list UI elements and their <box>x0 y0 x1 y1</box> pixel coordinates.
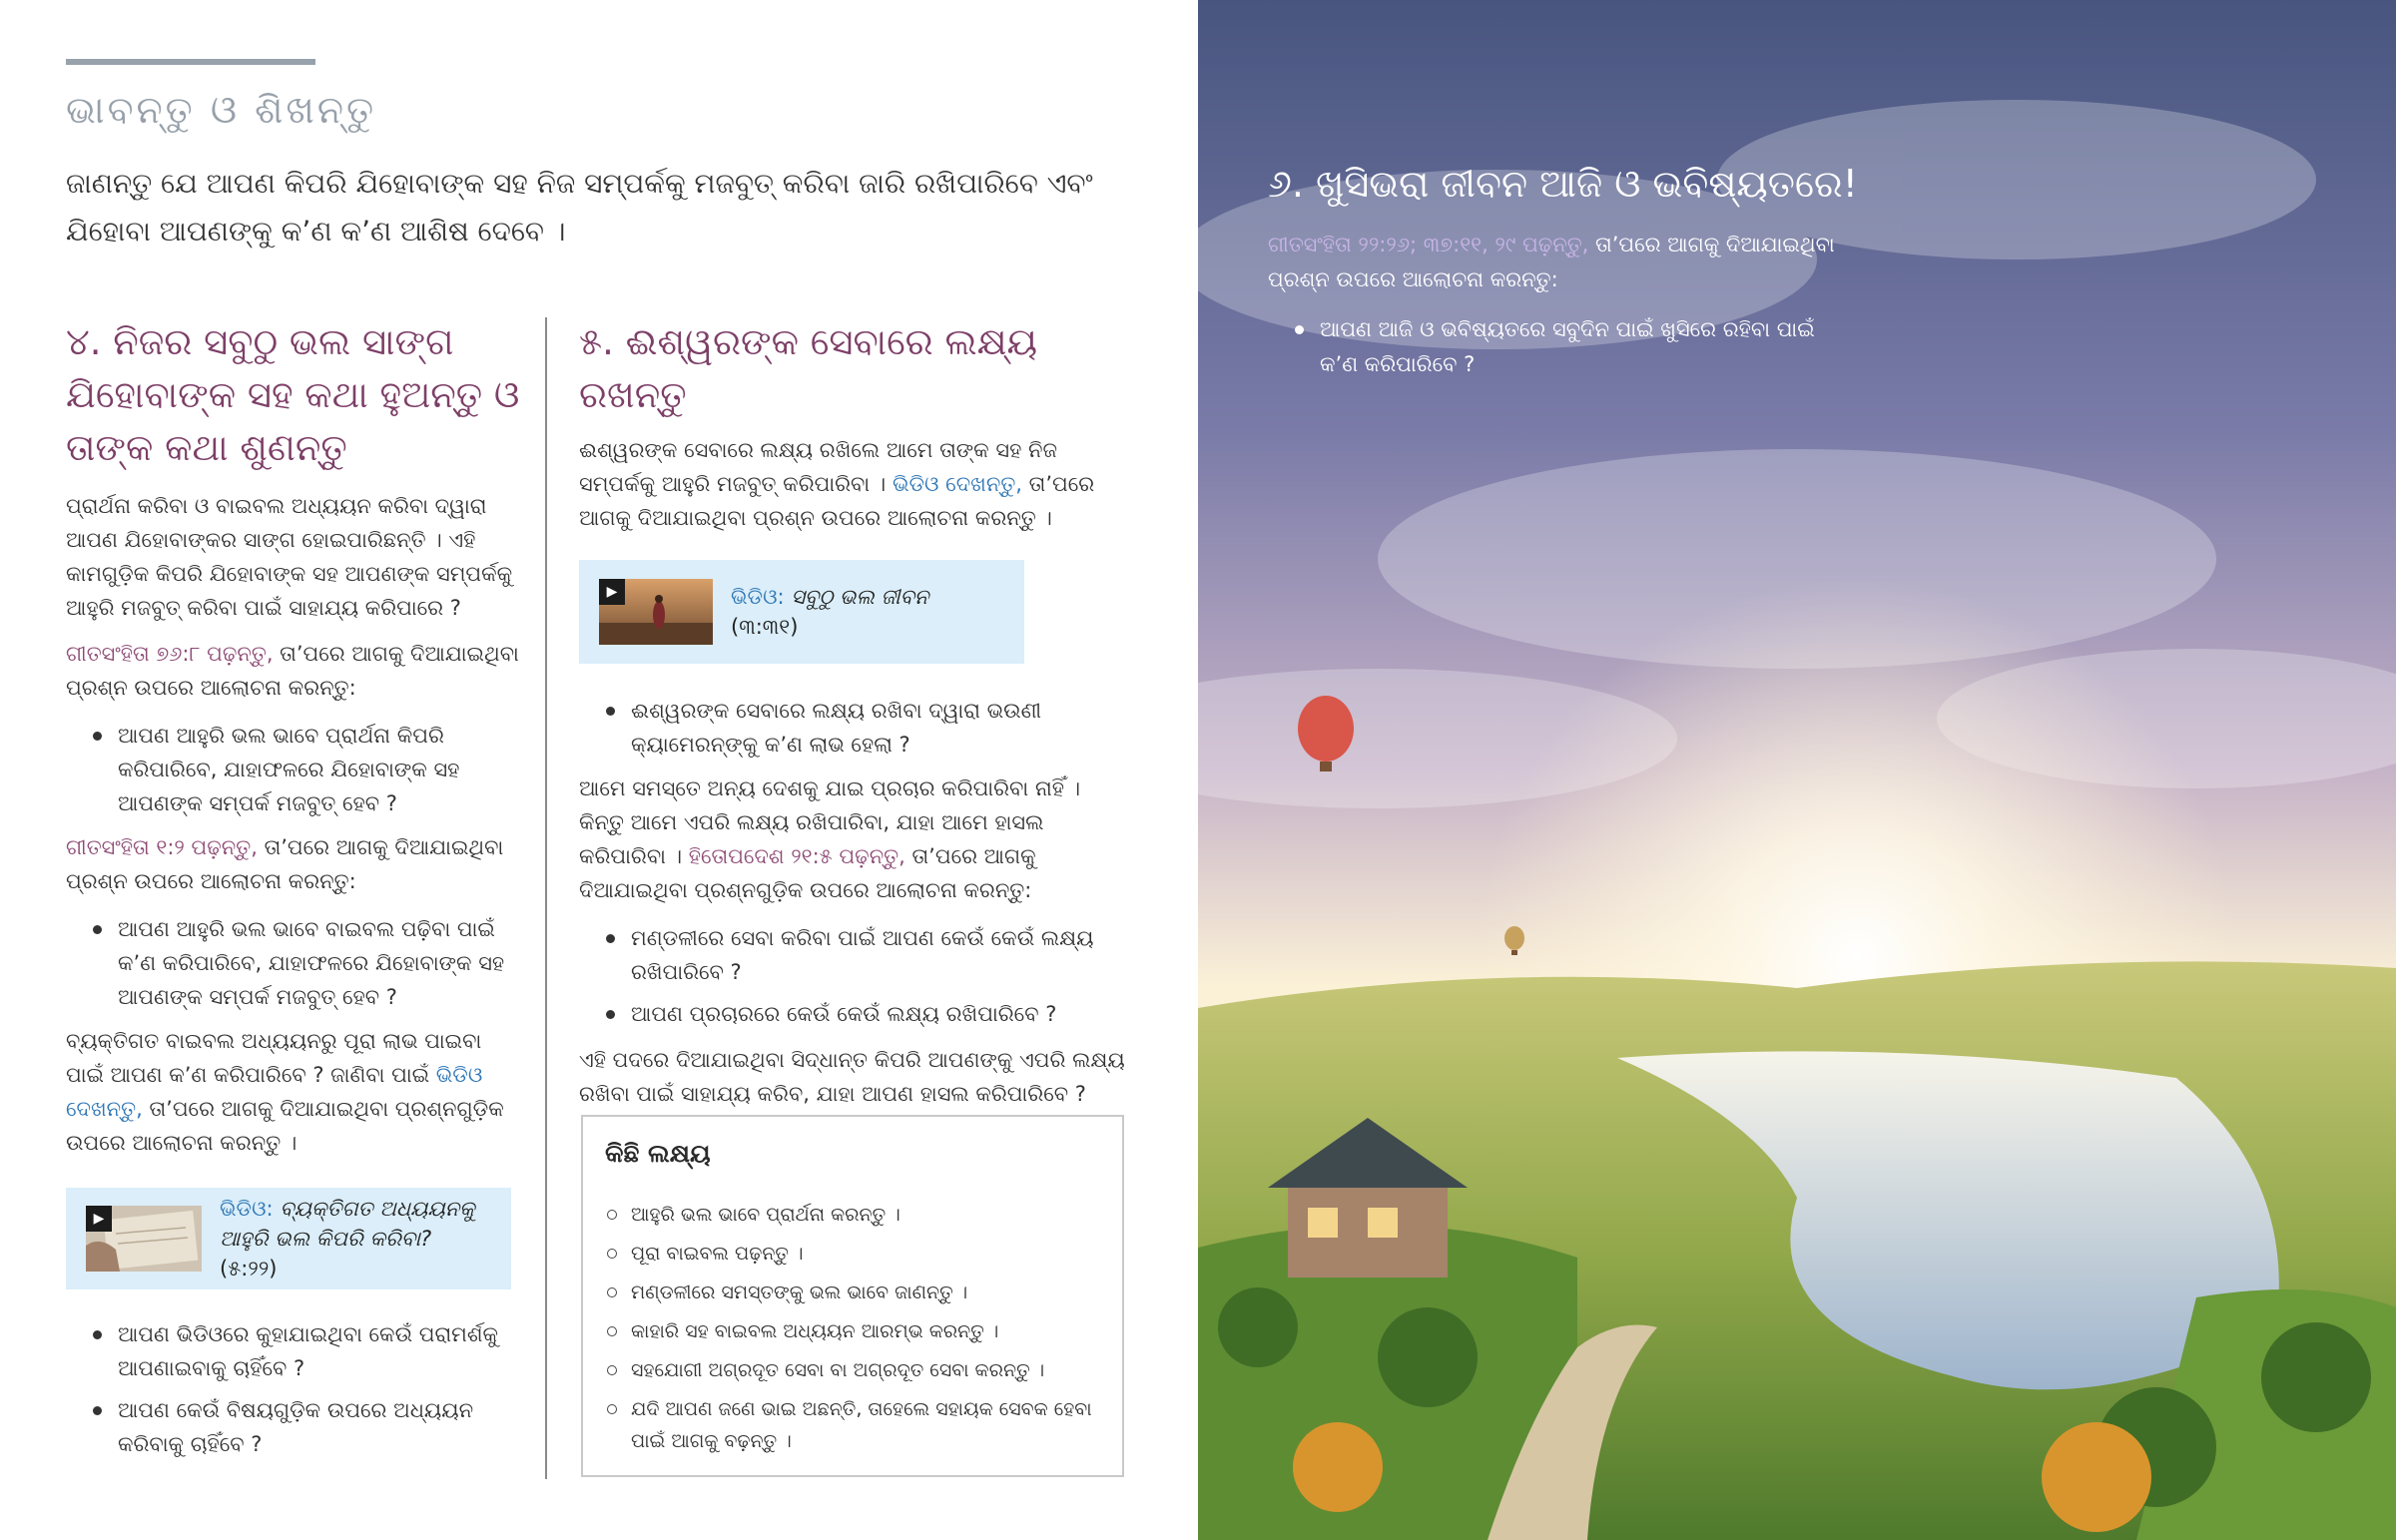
goal-item: ଆହୁରି ଭଲ ଭାବେ ପ୍ରାର୍ଥନା କରନ୍ତୁ । <box>605 1199 1104 1231</box>
question-item: ଆପଣ ଭିଡିଓରେ କୁହାଯାଇଥିବା କେଉଁ ପରାମର୍ଶକୁ ଆପଣାଇବାକୁ ଚାହିଁବେ ? <box>66 1317 525 1385</box>
video-box-best-life[interactable] <box>579 560 1024 664</box>
section-4-title: ୪. ନିଜର ସବୁଠୁ ଭଲ ସାଙ୍ଗ ଯିହୋବାଙ୍କ ସହ କଥା ହୁଅନ୍ତୁ ଓ ତାଙ୍କ କଥା ଶୁଣନ୍ତୁ <box>66 320 520 469</box>
question-item: ଆପଣ ପ୍ରଚାରରେ କେଉଁ କେଉଁ ଲକ୍ଷ୍ୟ ରଖିପାରିବେ ? <box>579 997 1126 1031</box>
section-5-questions-1 <box>579 694 1126 762</box>
column-divider <box>545 317 547 1479</box>
section-4-ref-2-line: ଗୀତସଂହିତା ୧:୨ ପଢ଼ନ୍ତୁ, ତାʼପରେ ଆଗକୁ ଦିଆଯାଇଥିବା ପ୍ରଶ୍ନ ଉପରେ ଆଲୋଚନା କରନ୍ତୁ: <box>66 835 504 893</box>
section-6-title: ୬. ଖୁସିଭରା ଜୀବନ ଆଜି ଓ ଭବିଷ୍ୟତରେ! <box>1268 162 1858 206</box>
question-item: ମଣ୍ଡଳୀରେ ସେବା କରିବା ପାଇଁ ଆପଣ କେଉଁ କେଉଁ ଲକ୍ଷ୍ୟ ରଖିପାରିବେ ? <box>579 921 1126 989</box>
section-4-ref-1-line: ଗୀତସଂହିତା ୭୬:୮ ପଢ଼ନ୍ତୁ, ତାʼପରେ ଆଗକୁ ଦିଆଯାଇଥିବା ପ୍ରଶ୍ନ ଉପରେ ଆଲୋଚନା କରନ୍ତୁ: <box>66 642 519 700</box>
goal-item: ଯଦି ଆପଣ ଜଣେ ଭାଇ ଅଛନ୍ତି, ତାହେଲେ ସହାୟକ ସେବକ ହେବା ପାଇଁ ଆଗକୁ ବଢ଼ନ୍ତୁ । <box>605 1393 1104 1457</box>
video-duration: (୫:୨୨) <box>220 1257 278 1281</box>
goal-item: ସହଯୋଗୀ ଅଗ୍ରଦୂତ ସେବା ବା ଅଗ୍ରଦୂତ ସେବା କରନ୍ତୁ । <box>605 1354 1104 1386</box>
section-5-goals-paragraph: ଆମେ ସମସ୍ତେ ଅନ୍ୟ ଦେଶକୁ ଯାଇ ପ୍ରଚାର କରିପାରିବା ନାହିଁ । କିନ୍ତୁ ଆମେ ଏପରି ଲକ୍ଷ୍ୟ ରଖିପାରିବା, ଯାହା ଆମେ ହାସଲ କରିପାରିବା । ହିତୋପଦେଶ ୨୧:୫ ପଢ଼ନ୍ତୁ, ତାʼପରେ ଆଗକୁ ଦିଆଯାଇଥିବା ପ୍ରଶ୍ନଗୁଡ଼ିକ ଉପରେ ଆଲୋଚନା କରନ୍ତୁ: <box>579 776 1081 902</box>
watch-video-link[interactable]: ଭିଡିଓ ଦେଖନ୍ତୁ, <box>892 472 1022 496</box>
question-item: ଆପଣ ଆହୁରି ଭଲ ଭାବେ ବାଇବଲ ପଢ଼ିବା ପାଇଁ କʼଣ କରିପାରିବେ, ଯାହାଫଳରେ ଯିହୋବାଙ୍କ ସହ ଆପଣଙ୍କ ସମ୍ପର୍କ ମଜବୁତ୍‌ ହେବ ? <box>66 912 525 1014</box>
question-item: ଈଶ୍ୱରଙ୍କ ସେବାରେ ଲକ୍ଷ୍ୟ ରଖିବା ଦ୍ୱାରା ଭଉଣୀ କ୍ୟାମେରନ୍‌ଙ୍କୁ କʼଣ ଲାଭ ହେଲା ? <box>579 694 1126 762</box>
section-4-questions-2 <box>66 912 525 1014</box>
section-4-study-paragraph: ବ୍ୟକ୍ତିଗତ ବାଇବଲ ଅଧ୍ୟୟନରୁ ପୂରା ଲାଭ ପାଇବା ପାଇଁ ଆପଣ କʼଣ କରିପାରିବେ ? ଜାଣିବା ପାଇଁ ଭିଡିଓ ଦେଖନ୍ତୁ, ତାʼପରେ ଆଗକୁ ଦିଆଯାଇଥିବା ପ୍ରଶ୍ନଗୁଡ଼ିକ ଉପରେ ଆଲୋଚନା କରନ୍ତୁ । <box>66 1029 504 1155</box>
section-4 <box>66 315 525 1469</box>
video-box-personal-study[interactable] <box>66 1188 511 1289</box>
video-title[interactable]: ବ୍ୟକ୍ତିଗତ ଅଧ୍ୟୟନକୁ ଆହୁରି ଭଲ କିପରି କରିବା? <box>220 1197 475 1251</box>
section-4-intro: ପ୍ରାର୍ଥନା କରିବା ଓ ବାଇବଲ ଅଧ୍ୟୟନ କରିବା ଦ୍ୱାରା ଆପଣ ଯିହୋବାଙ୍କର ସାଙ୍ଗ ହୋଇପାରିଛନ୍ତି । ଏହି କାମଗୁଡ଼ିକ କିପରି ଯିହୋବାଙ୍କ ସହ ଆପଣଙ୍କ ସମ୍ପର୍କକୁ ଆହୁରି ମଜବୁତ୍‌ କରିବା ପାଇଁ ସାହାଯ୍ୟ କରିପାରେ ? <box>66 494 513 620</box>
video-thumbnail[interactable] <box>86 1206 202 1272</box>
goal-item: ପୂରା ବାଇବଲ ପଢ଼ନ୍ତୁ । <box>605 1238 1104 1270</box>
watch-video-link[interactable]: ଭିଡିଓ ଦେଖନ୍ତୁ, <box>66 1063 483 1121</box>
video-label: ଭିଡିଓ: <box>220 1197 274 1221</box>
play-icon[interactable]: ▶ <box>86 1206 112 1232</box>
video-title[interactable]: ସବୁଠୁ ଭଲ ଜୀବନ <box>791 585 929 609</box>
page-kicker: ଭାବନ୍ତୁ ଓ ଶିଖନ୍ତୁ <box>66 88 377 132</box>
video-caption <box>731 582 1000 642</box>
section-6-questions <box>1268 312 1827 382</box>
section-4-questions-1 <box>66 719 525 820</box>
section-5-questions-2 <box>579 921 1126 1031</box>
scripture-link-psalm-76[interactable]: ଗୀତସଂହିତା ୭୬:୮ ପଢ଼ନ୍ତୁ, <box>66 642 274 666</box>
video-duration: (୩:୩୧) <box>731 615 799 639</box>
section-5-title: ୫. ଈଶ୍ୱରଙ୍କ ସେବାରେ ଲକ୍ଷ୍ୟ ରଖନ୍ତୁ <box>579 320 1038 416</box>
section-6-ref-line: ଗୀତସଂହିତା ୨୨:୨୬; ୩୭:୧୧, ୨୯ ପଢ଼ନ୍ତୁ, ତାʼପରେ ଆଗକୁ ଦିଆଯାଇଥିବା ପ୍ରଶ୍ନ ଉପରେ ଆଲୋଚନା କରନ୍ତୁ: <box>1268 233 1835 291</box>
header-rule <box>66 59 315 65</box>
goal-item: ମଣ୍ଡଳୀରେ ସମସ୍ତଙ୍କୁ ଭଲ ଭାବେ ଜାଣନ୍ତୁ । <box>605 1277 1104 1308</box>
question-item: ଆପଣ ଆହୁରି ଭଲ ଭାବେ ପ୍ରାର୍ଥନା କିପରି କରିପାରିବେ, ଯାହାଫଳରେ ଯିହୋବାଙ୍କ ସହ ଆପଣଙ୍କ ସମ୍ପର୍କ ମଜବୁତ୍‌ ହେବ ? <box>66 719 525 820</box>
question-item: ଆପଣ ଆଜି ଓ ଭବିଷ୍ୟତରେ ସବୁଦିନ ପାଇଁ ଖୁସିରେ ରହିବା ପାଇଁ କʼଣ କରିପାରିବେ ? <box>1268 312 1827 382</box>
video-label: ଭିଡିଓ: <box>731 585 785 609</box>
goals-list <box>605 1199 1104 1464</box>
scripture-link-proverbs-21[interactable]: ହିତୋପଦେଶ ୨୧:୫ ପଢ଼ନ୍ତୁ, <box>688 844 905 868</box>
goal-item: କାହାରି ସହ ବାଇବଲ ଅଧ୍ୟୟନ ଆରମ୍ଭ କରନ୍ତୁ । <box>605 1315 1104 1347</box>
scripture-link-psalm-1[interactable]: ଗୀତସଂହିତା ୧:୨ ପଢ଼ନ୍ତୁ, <box>66 835 258 859</box>
play-icon[interactable]: ▶ <box>599 579 625 605</box>
section-5-closing-question: ଏହି ପଦରେ ଦିଆଯାଇଥିବା ସିଦ୍ଧାନ୍ତ କିପରି ଆପଣଙ୍କୁ ଏପରି ଲକ୍ଷ୍ୟ ରଖିବା ପାଇଁ ସାହାଯ୍ୟ କରିବ, ଯାହା ଆପଣ ହାସଲ କରିପାରିବେ ? <box>579 1048 1125 1106</box>
scripture-link-psalm-22[interactable]: ଗୀତସଂହିତା ୨୨:୨୬; ୩୭:୧୧, ୨୯ ପଢ଼ନ୍ତୁ, <box>1268 233 1589 257</box>
question-item: ଆପଣ କେଉଁ ବିଷୟଗୁଡ଼ିକ ଉପରେ ଅଧ୍ୟୟନ କରିବାକୁ ଚାହିଁବେ ? <box>66 1393 525 1461</box>
goals-title: କିଛି ଲକ୍ଷ୍ୟ <box>605 1139 711 1168</box>
section-4-questions-3 <box>66 1317 525 1461</box>
video-caption <box>220 1194 489 1283</box>
goals-box <box>581 1115 1124 1477</box>
video-thumbnail[interactable] <box>599 579 713 645</box>
intro-text: ଜାଣନ୍ତୁ ଯେ ଆପଣ କିପରି ଯିହୋବାଙ୍କ ସହ ନିଜ ସମ୍ପର୍କକୁ ମଜବୁତ୍‌ କରିବା ଜାରି ରଖିପାରିବେ ଏବଂ ଯିହୋବା ଆପଣଙ୍କୁ କʼଣ କʼଣ ଆଶିଷ ଦେବେ । <box>66 167 1093 248</box>
section-5 <box>579 315 1126 1111</box>
section-5-intro: ଈଶ୍ୱରଙ୍କ ସେବାରେ ଲକ୍ଷ୍ୟ ରଖିଲେ ଆମେ ତାଙ୍କ ସହ ନିଜ ସମ୍ପର୍କକୁ ଆହୁରି ମଜବୁତ୍‌ କରିପାରିବା । ଭିଡିଓ ଦେଖନ୍ତୁ, ତାʼପରେ ଆଗକୁ ଦିଆଯାଇଥିବା ପ୍ରଶ୍ନ ଉପରେ ଆଲୋଚନା କରନ୍ତୁ । <box>579 438 1095 530</box>
